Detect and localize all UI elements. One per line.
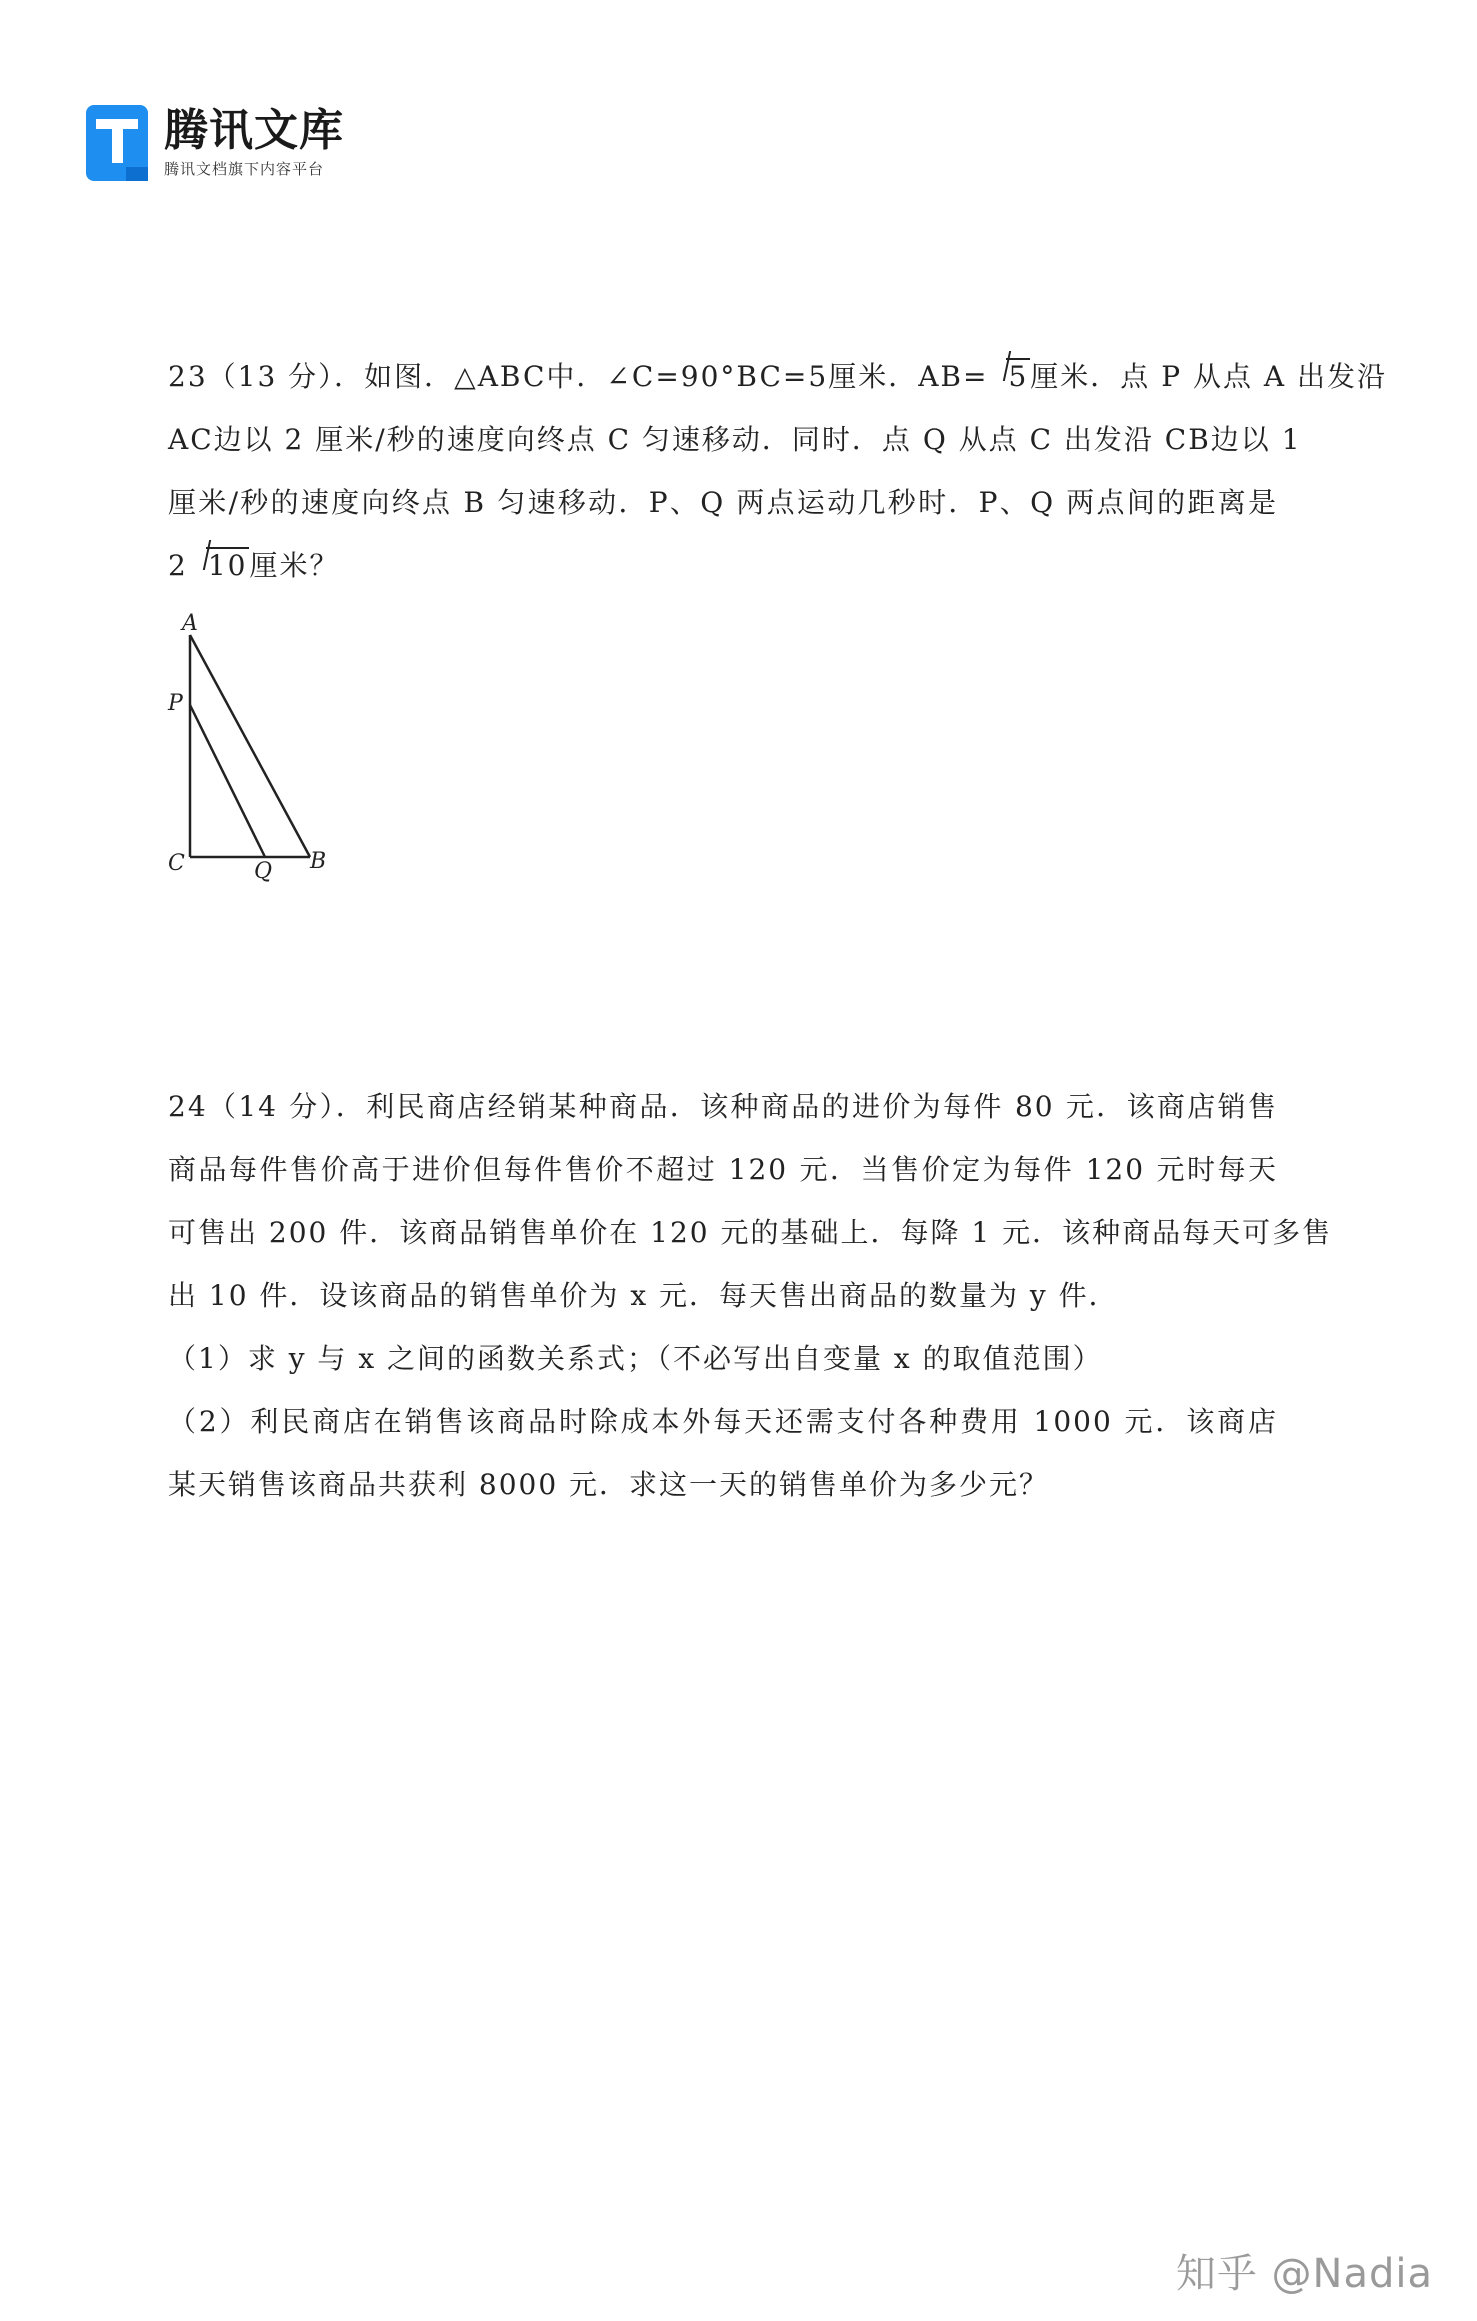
question-24-line-1: 24（14 分）．利民商店经销某种商品．该种商品的进价为每件 80 元．该商店销售 bbox=[168, 1090, 1278, 1123]
question-23-line-3: 厘米/秒的速度向终点 B 匀速移动．P、Q 两点运动几秒时．P、Q 两点间的距离是 bbox=[168, 486, 1278, 519]
tencent-wenku-logo bbox=[86, 105, 344, 181]
label-A: A bbox=[182, 611, 198, 636]
q23-line1-tail: 厘米．点 P 从点 A 出发沿 bbox=[1030, 360, 1387, 393]
question-24 bbox=[168, 1075, 1333, 1516]
question-23-line-4 bbox=[168, 534, 1278, 597]
question-24-line-3: 可售出 200 件．该商品销售单价在 120 元的基础上．每降 1 元．该种商品每天可多售 bbox=[168, 1216, 1333, 1249]
logo-title: 腾讯文库 bbox=[164, 105, 344, 156]
question-24-part-2-line-2: 某天销售该商品共获利 8000 元．求这一天的销售单价为多少元？ bbox=[168, 1468, 1050, 1501]
question-23-line-1 bbox=[168, 345, 1387, 408]
question-23-line-2: AC边以 2 厘米/秒的速度向终点 C 匀速移动．同时．点 Q 从点 C 出发沿 CB边以 1 bbox=[168, 423, 1302, 456]
q23-coef: 2 bbox=[168, 549, 188, 582]
q23-line1-text: 23（13 分）．如图．△ABC中．∠C=90°BC=5厘米．AB= bbox=[168, 360, 989, 393]
segment-AB bbox=[190, 635, 310, 857]
triangle-figure bbox=[160, 600, 340, 890]
label-B: B bbox=[310, 849, 327, 874]
question-24-part-2-line-1: （2）利民商店在销售该商品时除成本外每天还需支付各种费用 1000 元．该商店 bbox=[168, 1405, 1278, 1438]
question-24-line-2: 商品每件售价高于进价但每件售价不超过 120 元．当售价定为每件 120 元时每天 bbox=[168, 1153, 1278, 1186]
label-C: C bbox=[168, 851, 185, 876]
q23-line4-tail: 厘米？ bbox=[249, 549, 340, 582]
logo-subtitle: 腾讯文档旗下内容平台 bbox=[164, 160, 325, 178]
label-Q: Q bbox=[254, 859, 273, 884]
question-24-part-1: （1）求 y 与 x 之间的函数关系式；（不必写出自变量 x 的取值范围） bbox=[168, 1342, 1103, 1375]
q23-root-5: 5 bbox=[1008, 360, 1029, 393]
question-23 bbox=[168, 345, 1387, 597]
segment-PQ bbox=[190, 705, 265, 857]
sqrt-symbol bbox=[988, 345, 1030, 408]
tencent-wenku-logo-icon bbox=[86, 105, 148, 181]
q23-root-10: 10 bbox=[207, 549, 248, 582]
zhihu-watermark: 知乎 @Nadia bbox=[1175, 2251, 1433, 2297]
sqrt-symbol bbox=[188, 534, 250, 597]
question-24-line-4: 出 10 件．设该商品的销售单价为 x 元．每天售出商品的数量为 y 件． bbox=[168, 1279, 1119, 1312]
label-P: P bbox=[168, 691, 183, 716]
